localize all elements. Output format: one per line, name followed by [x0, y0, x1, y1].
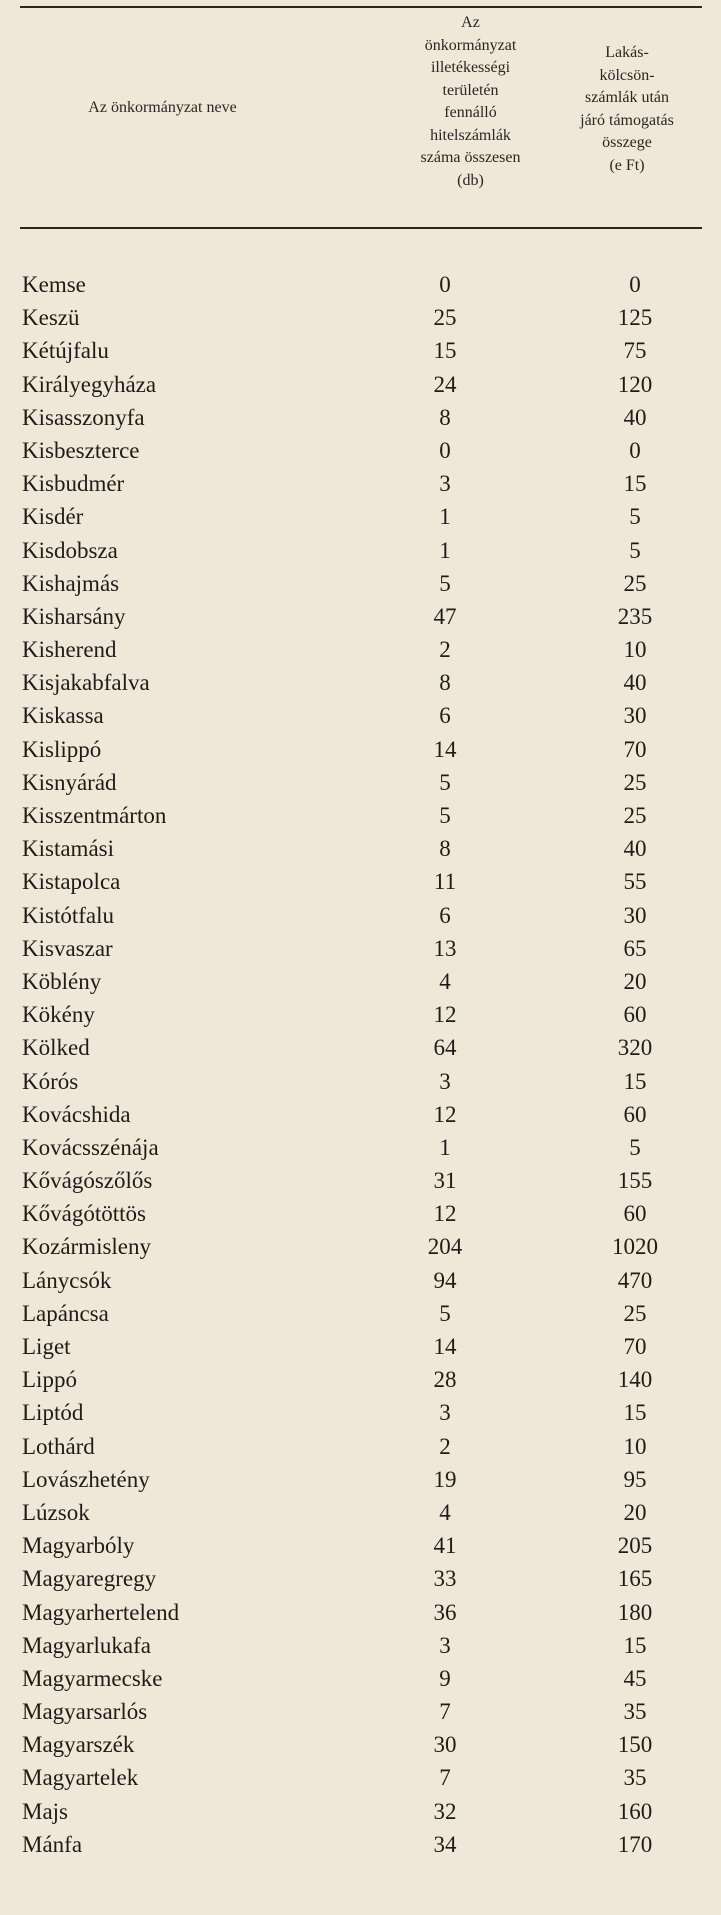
municipality-name: Lippó [22, 1367, 77, 1393]
table-row [0, 368, 721, 401]
municipality-name: Magyarszék [22, 1732, 135, 1758]
subsidy-amount: 0 [629, 437, 641, 463]
account-count: 2 [439, 637, 451, 663]
subsidy-amount: 60 [623, 1101, 647, 1127]
table-row [0, 1728, 721, 1761]
account-count: 14 [433, 1334, 457, 1359]
table-row [0, 567, 721, 600]
account-count: 32 [433, 1798, 457, 1824]
header-count-line: száma összesen [420, 149, 521, 166]
subsidy-amount: 5 [629, 537, 641, 563]
municipality-name: Kistótfalu [22, 902, 114, 928]
account-count: 3 [439, 1400, 451, 1426]
account-count: 1 [439, 537, 451, 563]
subsidy-amount: 30 [623, 703, 647, 729]
municipality-name: Kistapolca [22, 869, 121, 895]
municipality-name: Kisdér [22, 504, 84, 530]
account-count: 64 [433, 1035, 457, 1061]
municipality-name: Lánycsók [22, 1267, 112, 1293]
subsidy-amount: 35 [623, 1699, 647, 1725]
subsidy-amount: 60 [623, 1201, 647, 1227]
municipality-name: Kisharsány [22, 603, 126, 629]
account-count: 14 [433, 736, 457, 762]
table-row [0, 1363, 721, 1396]
municipality-name: Liptód [22, 1400, 84, 1426]
subsidy-amount: 35 [623, 1765, 647, 1791]
table-row [0, 733, 721, 766]
account-count: 30 [433, 1732, 457, 1758]
account-count: 204 [427, 1234, 463, 1260]
table-row [0, 1330, 721, 1363]
top-rule [20, 6, 702, 8]
header-count-line: fennálló [444, 104, 497, 121]
table-row [0, 766, 721, 799]
municipality-name: Kisbeszterce [22, 437, 140, 463]
account-count: 4 [439, 968, 451, 994]
subsidy-amount: 120 [617, 371, 653, 397]
subsidy-amount: 70 [623, 736, 647, 762]
subsidy-amount: 165 [617, 1566, 653, 1592]
subsidy-amount: 5 [629, 504, 641, 530]
municipality-name: Lovászhetény [22, 1466, 150, 1492]
header-amount-line: járó támogatás [580, 111, 674, 129]
table-row [0, 434, 721, 467]
table-row [0, 534, 721, 567]
table-row [0, 1297, 721, 1330]
account-count: 15 [433, 338, 457, 364]
subsidy-amount: 0 [629, 272, 641, 297]
table-row [0, 1164, 721, 1197]
header-count-line: önkormányzat [424, 36, 517, 54]
header-amount-line: Lakás- [605, 44, 649, 61]
header-count-line: illetékességi [430, 59, 511, 76]
subsidy-amount: 15 [623, 1068, 647, 1094]
table-row [0, 699, 721, 732]
account-count: 8 [439, 404, 451, 430]
table-row [0, 500, 721, 533]
subsidy-amount: 20 [623, 968, 647, 994]
subsidy-amount: 40 [623, 404, 647, 430]
table-row [0, 865, 721, 898]
municipality-name: Magyarlukafa [22, 1632, 151, 1658]
municipality-name: Liget [22, 1334, 71, 1359]
subsidy-amount: 25 [623, 1300, 647, 1326]
table-row [0, 600, 721, 633]
subsidy-amount: 30 [623, 902, 647, 928]
subsidy-amount: 320 [617, 1035, 653, 1061]
subsidy-amount: 160 [617, 1798, 653, 1824]
municipality-name: Kislippó [22, 736, 102, 762]
table-body [0, 268, 721, 1861]
table-row [0, 1031, 721, 1064]
table-row [0, 932, 721, 965]
account-count: 13 [433, 935, 457, 961]
municipality-name: Köblény [22, 968, 102, 994]
municipality-name: Kétújfalu [22, 338, 109, 364]
table-row [0, 1761, 721, 1794]
account-count: 5 [439, 769, 451, 795]
municipality-name: Magyarsarlós [22, 1699, 148, 1725]
account-count: 5 [439, 1300, 451, 1326]
municipality-name: Kisherend [22, 637, 117, 663]
table-row [0, 334, 721, 367]
municipality-name: Kórós [22, 1068, 79, 1094]
table-row [0, 1065, 721, 1098]
table-row [0, 1230, 721, 1263]
table-row [0, 1828, 721, 1861]
header-amount-line: számlák után [585, 89, 669, 106]
account-count: 0 [439, 272, 451, 297]
subsidy-amount: 70 [623, 1334, 647, 1359]
account-count: 7 [439, 1765, 451, 1791]
account-count: 5 [439, 570, 451, 596]
municipality-name: Lapáncsa [22, 1300, 109, 1326]
account-count: 41 [433, 1533, 457, 1559]
account-count: 4 [439, 1499, 451, 1525]
table-row [0, 1396, 721, 1429]
subsidy-amount: 10 [623, 637, 647, 663]
municipality-name: Kovácsszénája [22, 1134, 159, 1160]
header-name-column [40, 97, 285, 120]
subsidy-amount: 40 [623, 670, 647, 696]
account-count: 3 [439, 1632, 451, 1658]
table-row [0, 467, 721, 500]
header-count-line: Az [461, 14, 480, 31]
subsidy-amount: 150 [617, 1732, 653, 1758]
subsidy-amount: 205 [617, 1533, 653, 1559]
table-row [0, 1795, 721, 1828]
header-count-line: (db) [457, 171, 484, 189]
table-row [0, 1662, 721, 1695]
subsidy-amount: 470 [617, 1267, 653, 1293]
table-row [0, 666, 721, 699]
account-count: 8 [439, 836, 451, 862]
account-count: 34 [433, 1831, 457, 1857]
header-amount-line: összege [602, 134, 652, 151]
subsidy-amount: 235 [617, 603, 653, 629]
table-row [0, 401, 721, 434]
account-count: 12 [433, 1002, 457, 1028]
municipality-name: Kishajmás [22, 570, 120, 596]
subsidy-amount: 40 [623, 836, 647, 862]
table-row [0, 1496, 721, 1529]
municipality-name: Kisszentmárton [22, 803, 167, 828]
subsidy-amount: 170 [617, 1831, 653, 1857]
municipality-name: Magyarhertelend [22, 1599, 180, 1625]
municipality-name: Keszü [22, 305, 80, 331]
table-row [0, 998, 721, 1031]
account-count: 94 [433, 1267, 457, 1293]
subsidy-amount: 25 [623, 570, 647, 596]
account-count: 19 [433, 1466, 457, 1492]
municipality-name: Magyartelek [22, 1765, 139, 1791]
municipality-name: Kisnyárád [22, 769, 117, 795]
header-count-line: területén [442, 81, 499, 99]
subsidy-amount: 75 [623, 338, 647, 364]
subsidy-amount: 15 [623, 471, 647, 497]
account-count: 6 [439, 902, 451, 928]
subsidy-amount: 5 [629, 1134, 641, 1160]
subsidy-amount: 45 [623, 1665, 647, 1691]
header-rule [20, 227, 702, 229]
header-amount-line: (e Ft) [609, 156, 645, 174]
table-row [0, 1131, 721, 1164]
municipality-name: Kisdobsza [22, 537, 118, 563]
subsidy-amount: 20 [623, 1499, 647, 1525]
municipality-name: Kővágószőlős [22, 1168, 153, 1194]
account-count: 5 [439, 803, 451, 828]
table-row [0, 1695, 721, 1728]
subsidy-amount: 25 [623, 803, 647, 828]
subsidy-amount: 125 [617, 305, 653, 331]
municipality-name: Magyaregregy [22, 1566, 157, 1592]
table-row [0, 1264, 721, 1297]
subsidy-amount: 10 [623, 1433, 647, 1459]
account-count: 31 [433, 1168, 457, 1194]
table-row [0, 301, 721, 334]
municipality-name: Lothárd [22, 1433, 95, 1459]
account-count: 25 [433, 305, 457, 331]
header-name-label: Az önkormányzat neve [88, 99, 237, 116]
table-row [0, 832, 721, 865]
account-count: 24 [433, 371, 457, 397]
header-count-column [388, 12, 553, 192]
header-count-line: hitelszámlák [430, 126, 511, 144]
table-row [0, 1463, 721, 1496]
account-count: 1 [439, 1134, 451, 1160]
table-row [0, 1629, 721, 1662]
table-row [0, 965, 721, 998]
municipality-name: Kiskassa [22, 703, 104, 729]
account-count: 7 [439, 1699, 451, 1725]
subsidy-amount: 25 [623, 769, 647, 795]
account-count: 9 [439, 1665, 451, 1691]
subsidy-amount: 155 [617, 1168, 653, 1194]
account-count: 2 [439, 1433, 451, 1459]
municipality-name: Kisbudmér [22, 471, 125, 497]
municipality-name: Kökény [22, 1002, 95, 1028]
municipality-name: Kisjakabfalva [22, 670, 150, 696]
account-count: 28 [433, 1367, 457, 1393]
municipality-name: Magyarbóly [22, 1533, 135, 1559]
municipality-name: Kozármisleny [22, 1234, 152, 1260]
table-row [0, 1098, 721, 1131]
subsidy-amount: 55 [623, 869, 647, 895]
table-row [0, 633, 721, 666]
table-row [0, 1197, 721, 1230]
account-count: 33 [433, 1566, 457, 1592]
subsidy-amount: 60 [623, 1002, 647, 1028]
subsidy-amount: 95 [623, 1466, 647, 1492]
municipality-name: Kisasszonyfa [22, 404, 145, 430]
account-count: 12 [433, 1101, 457, 1127]
account-count: 3 [439, 471, 451, 497]
table-row [0, 1529, 721, 1562]
header-amount-column [547, 42, 707, 177]
subsidy-amount: 1020 [612, 1234, 658, 1260]
municipality-name: Kovácshida [22, 1101, 131, 1127]
subsidy-amount: 180 [617, 1599, 653, 1625]
subsidy-amount: 15 [623, 1632, 647, 1658]
account-count: 12 [433, 1201, 457, 1227]
table-row [0, 268, 721, 301]
municipality-name: Kemse [22, 272, 86, 297]
table-row [0, 899, 721, 932]
municipality-name: Királyegyháza [22, 371, 157, 397]
municipality-name: Majs [22, 1798, 68, 1824]
table-row [0, 1596, 721, 1629]
account-count: 1 [439, 504, 451, 530]
table-row [0, 799, 721, 832]
account-count: 8 [439, 670, 451, 696]
account-count: 0 [439, 437, 451, 463]
municipality-name: Kistamási [22, 836, 114, 862]
header-amount-line: kölcsön- [599, 66, 655, 84]
municipality-name: Mánfa [22, 1831, 83, 1857]
table-row [0, 1430, 721, 1463]
municipality-name: Kölked [22, 1035, 90, 1061]
municipality-name: Lúzsok [22, 1499, 90, 1525]
account-count: 36 [433, 1599, 457, 1625]
municipality-name: Kisvaszar [22, 935, 113, 961]
subsidy-amount: 15 [623, 1400, 647, 1426]
table-row [0, 1562, 721, 1595]
account-count: 3 [439, 1068, 451, 1094]
municipality-name: Kővágótöttös [22, 1201, 146, 1227]
account-count: 47 [433, 603, 457, 629]
municipality-name: Magyarmecske [22, 1665, 163, 1691]
account-count: 6 [439, 703, 451, 729]
subsidy-amount: 140 [617, 1367, 653, 1393]
account-count: 11 [433, 869, 457, 895]
subsidy-amount: 65 [623, 935, 647, 961]
